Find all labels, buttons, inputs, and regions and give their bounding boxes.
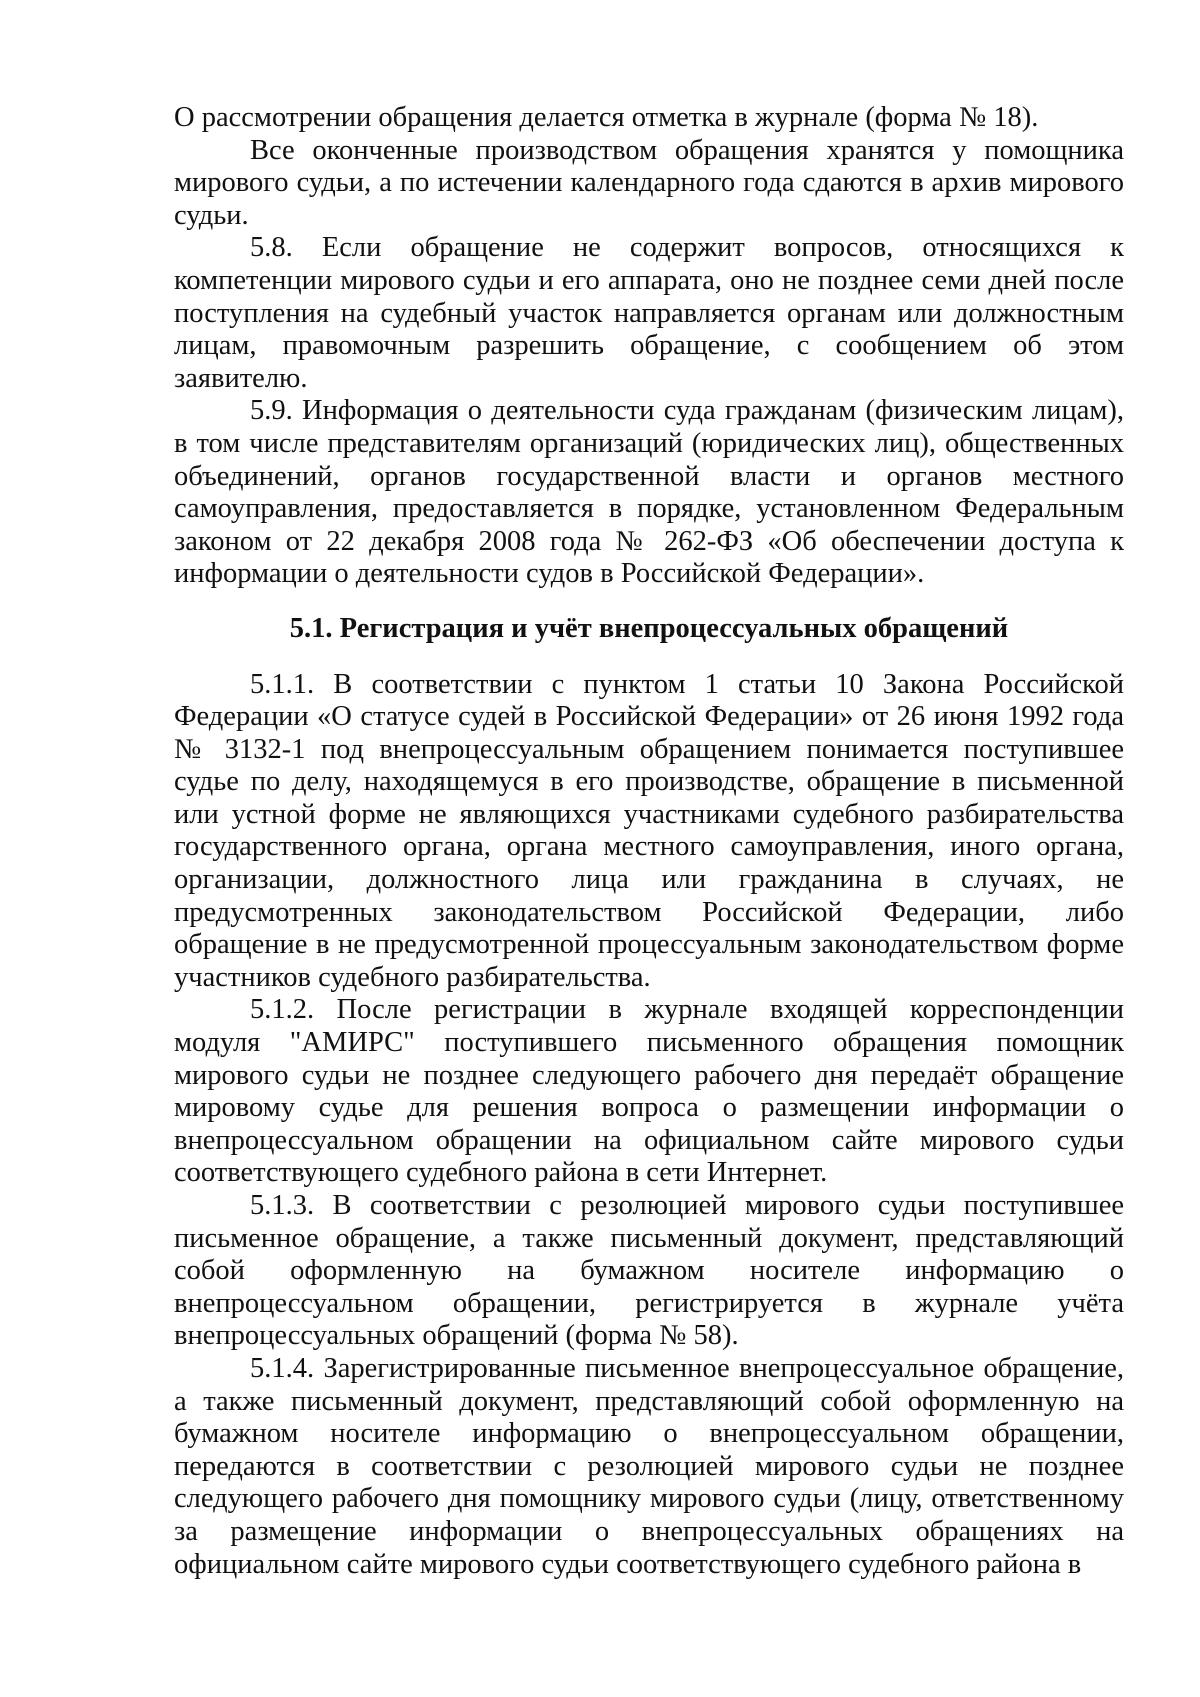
paragraph-5-1-4: 5.1.4. Зарегистрированные письменное внепроцессуальное обращение, а также письменный документ, представляющий собой оформленную на бумажном носителе информацию о внепроцессуальном обращении, передаются в соответствии с резолюцией мирового судьи не позднее следующего рабочего дня помощнику мирового судьи (лицу, ответственному за размещение информации о внепроцессуальных обращениях на официальном сайте мирового судьи соответствующего судебного района в — [174, 1352, 1124, 1580]
paragraph-archive: Все оконченные производством обращения хранятся у помощника мирового судьи, а по истечении календарного года сдаются в архив мирового судьи. — [174, 134, 1124, 231]
paragraph-5-8: 5.8. Если обращение не содержит вопросов, относящихся к компетенции мирового судьи и его аппарата, оно не позднее семи дней после поступления на судебный участок направляется органам или должностным лицам, правомочным разрешить обращение, с сообщением об этом заявителю. — [174, 232, 1124, 394]
paragraph-5-1-1: 5.1.1. В соответствии с пунктом 1 статьи 10 Закона Российской Федерации «О статусе судей в Российской Федерации» от 26 июня 1992 года № 3132-1 под внепроцессуальным обращением понимается поступившее судье по делу, находящемуся в его производстве, обращение в письменной или устной форме не являющихся участниками судебного разбирательства государственного органа, органа местного самоуправления, иного органа, организации, должностного лица или гражданина в случаях, не предусмотренных законодательством Российской Федерации, либо обращение в не предусмотренной процессуальным законодательством форме участников судебного разбирательства. — [174, 668, 1124, 993]
paragraph-journal-note: О рассмотрении обращения делается отметка в журнале (форма № 18). — [174, 102, 1039, 133]
paragraph-5-1-2: 5.1.2. После регистрации в журнале входящей корреспонденции модуля "АМИРС" поступившего письменного обращения помощник мирового судьи не позднее следующего рабочего дня передаёт обращение мировому судье для решения вопроса о размещении информации о внепроцессуальном обращении на официальном сайте мирового судьи соответствующего судебного района в сети Интернет. — [174, 994, 1124, 1189]
document-page — [174, 102, 1124, 1581]
section-heading: 5.1. Регистрация и учёт внепроцессуальных обращений — [289, 612, 1009, 644]
paragraph-5-1-3: 5.1.3. В соответствии с резолюцией мирового судьи поступившее письменное обращение, а также письменный документ, представляющий собой оформленную на бумажном носителе информацию о внепроцессуальном обращении, регистрируется в журнале учёта внепроцессуальных обращений (форма № 58). — [174, 1190, 1124, 1352]
paragraph-5-9: 5.9. Информация о деятельности суда гражданам (физическим лицам), в том числе представителям организаций (юридических лиц), общественных объединений, органов государственной власти и органов местного самоуправления, предоставляется в порядке, установленном Федеральным законом от 22 декабря 2008 года № 262-ФЗ «Об обеспечении доступа к информации о деятельности судов в Российской Федерации». — [174, 395, 1124, 590]
